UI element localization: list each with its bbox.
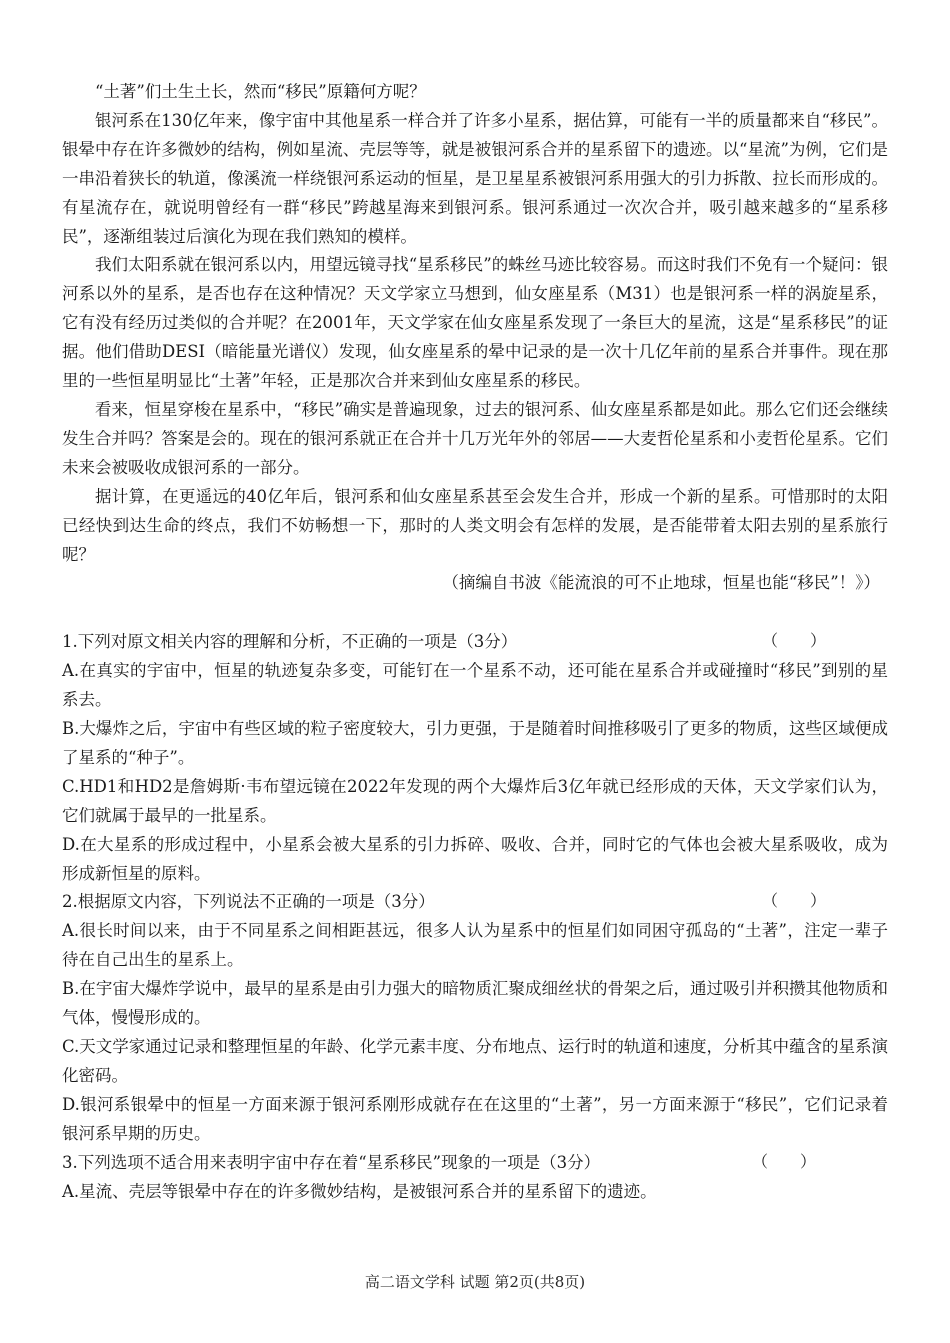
section-gap [62, 598, 888, 628]
passage-paragraph: 据计算，在更遥远的40亿年后，银河系和仙女座星系甚至会发生合并，形成一个新的星系。可惜那时的太阳已经快到达生命的终点，我们不妨畅想一下，那时的人类文明会有怎样的发展，是否能带着太阳去别的星系旅行呢？ [62, 486, 888, 564]
answer-blank[interactable]: （ ） [752, 1151, 817, 1171]
option-item: B.大爆炸之后，宇宙中有些区域的粒子密度较大，引力更强，于是随着时间推移吸引了更多的物质，这些区域便成了星系的“种子”。 [62, 719, 888, 767]
passage-paragraph: “土著”们土生土长，然而“移民”原籍何方呢？ [95, 82, 426, 101]
option-item: A.很长时间以来，由于不同星系之间相距甚远，很多人认为星系中的恒星们如同困守孤岛的“土著”，注定一辈子待在自己出生的星系上。 [62, 921, 888, 970]
question-stem: 1.下列对原文相关内容的理解和分析，不正确的一项是（3分） [62, 632, 518, 652]
page-footer: 高二语文学科 试题 第2页(共8页) [364, 1273, 586, 1291]
option-item: A.在真实的宇宙中，恒星的轨迹复杂多变，可能钉在一个星系不动，还可能在星系合并或碰撞时“移民”到别的星系去。 [62, 661, 888, 710]
question-stem: 2.根据原文内容，下列说法不正确的一项是（3分） [62, 892, 435, 912]
option-item: C.HD1和HD2是詹姆斯·韦布望远镜在2022年发现的两个大爆炸后3亿年就已经形成的天体，天文学家们认为，它们就属于最早的一批星系。 [62, 776, 888, 825]
option-item: A.星流、壳层等银晕中存在的许多微妙结构，是被银河系合并的星系留下的遗迹。 [62, 1181, 657, 1201]
passage-paragraph: 银河系在130亿年来，像宇宙中其他星系一样合并了许多小星系，据估算，可能有一半的质量都来自“移民”。银晕中存在许多微妙的结构，例如星流、壳层等等，就是被银河系合并的星系留下的遗迹。以“星流”为例，它们是一串沿着狭长的轨道，像溪流一样绕银河系运动的恒星，是卫星星系被银河系用强大的引力拆散、拉长而形成的。有星流存在，就说明曾经有一群“移民”跨越星海来到银河系。银河系通过一次次合并，吸引越来越多的“星系移民”，逐渐组装过后演化为现在我们熟知的模样。 [62, 110, 888, 246]
question-stem: 3.下列选项不适合用来表明宇宙中存在着“星系移民”现象的一项是（3分） [62, 1152, 601, 1172]
answer-blank[interactable]: （ ） [762, 631, 827, 651]
passage-paragraph: 看来，恒星穿梭在星系中，“移民”确实是普遍现象，过去的银河系、仙女座星系都是如此。那么它们还会继续发生合并吗？答案是会的。现在的银河系就正在合并十几万光年外的邻居——大麦哲伦星系和小麦哲伦星系。它们未来会被吸收成银河系的一部分。 [62, 399, 888, 477]
option-item: C.天文学家通过记录和整理恒星的年龄、化学元素丰度、分布地点、运行时的轨道和速度，分析其中蕴含的星系演化密码。 [62, 1037, 888, 1085]
source-citation: （摘编自书波《能流浪的可不止地球，恒星也能“移民”！》） [442, 573, 880, 593]
option-item: D.银河系银晕中的恒星一方面来源于银河系刚形成就存在在这里的“土著”，另一方面来源于“移民”，它们记录着银河系早期的历史。 [62, 1094, 888, 1143]
option-item: B.在宇宙大爆炸学说中，最早的星系是由引力强大的暗物质汇聚成细丝状的骨架之后，通过吸引并积攒其他物质和气体，慢慢形成的。 [62, 979, 888, 1028]
question-3 [62, 1149, 888, 1178]
page-content [62, 78, 888, 1206]
option-item: D.在大星系的形成过程中，小星系会被大星系的引力拆碎、吸收、合并，同时它的气体也会被大星系吸收，成为形成新恒星的原料。 [62, 834, 888, 883]
passage-paragraph: 我们太阳系就在银河系以内，用望远镜寻找“星系移民”的蛛丝马迹比较容易。而这时我们不免有一个疑问：银河系以外的星系，是否也存在这种情况？天文学家立马想到，仙女座星系（M31）也是银河系一样的涡旋星系，它有没有经历过类似的合并呢？在2001年，天文学家在仙女座星系发现了一条巨大的星流，这是“星系移民”的证据。他们借助DESI（暗能量光谱仪）发现，仙女座星系的晕中记录的是一次十几亿年前的星系合并事件。现在那里的一些恒星明显比“土著”年轻，正是那次合并来到仙女座星系的移民。 [62, 255, 888, 391]
answer-blank[interactable]: （ ） [762, 891, 827, 911]
question-2 [62, 888, 888, 917]
question-1 [62, 628, 888, 657]
